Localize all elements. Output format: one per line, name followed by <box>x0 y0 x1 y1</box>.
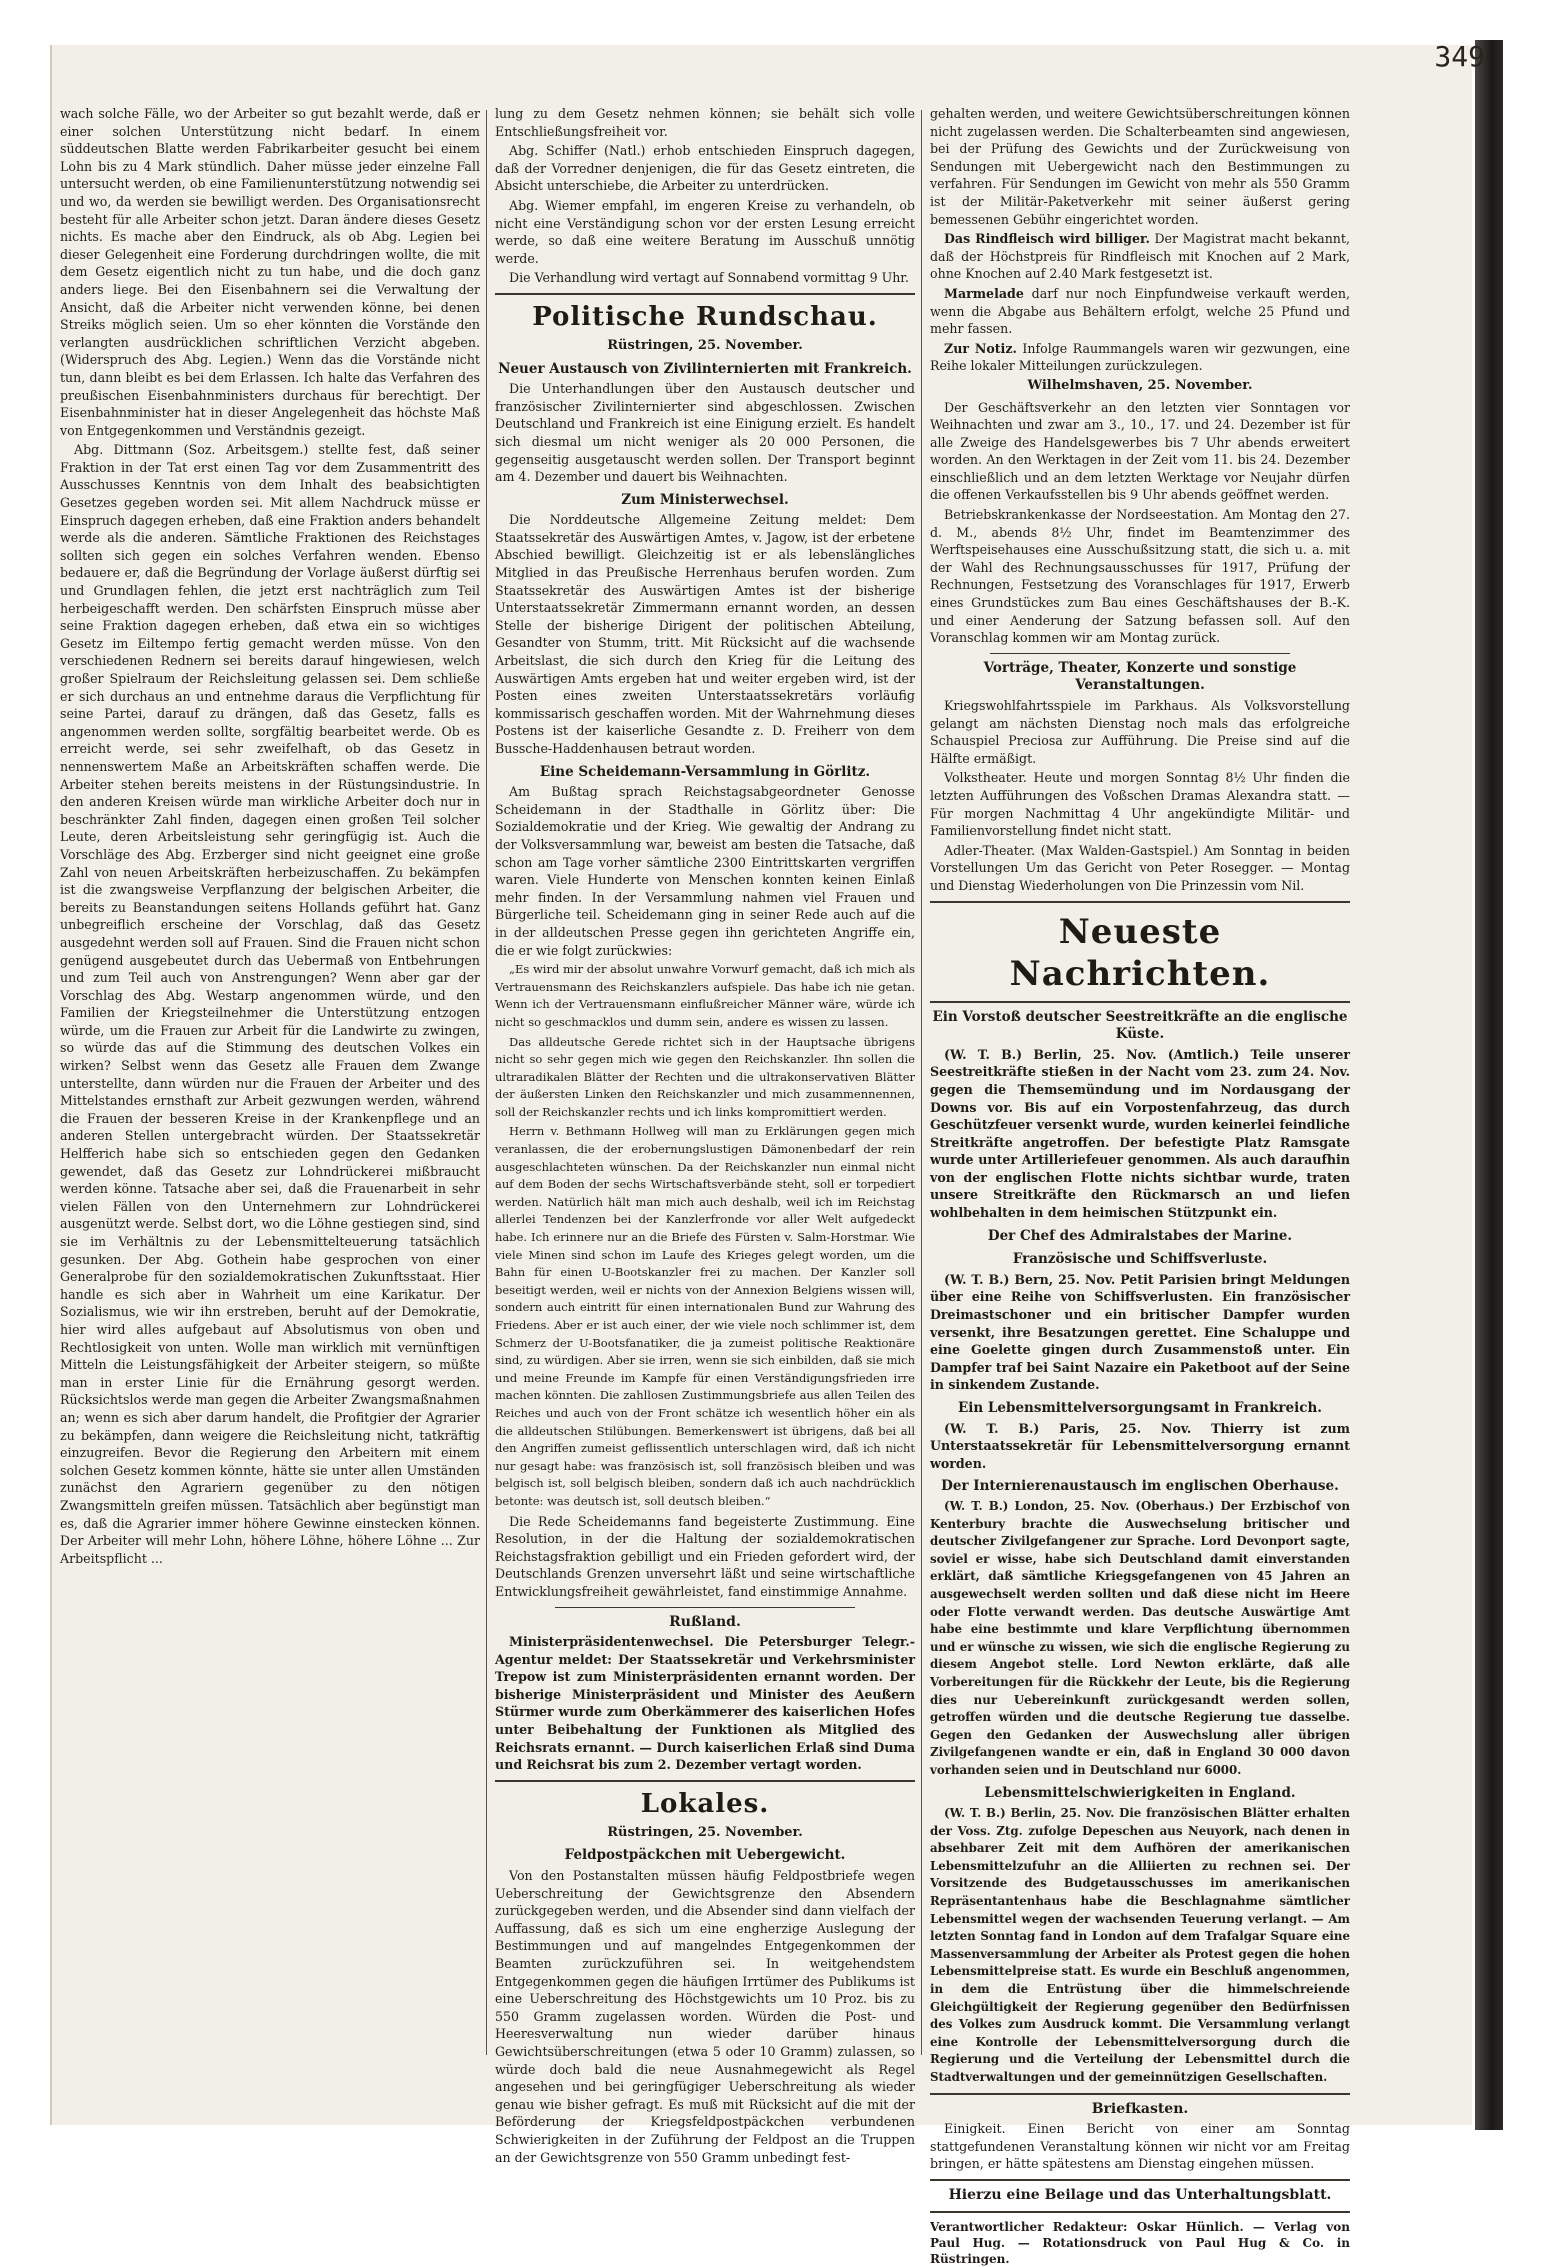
paragraph: Der Geschäftsverkehr an den letzten vier Sonntagen vor Weihnachten und zwar am 3., 10., 17. und 24. Dezember ist für alle Zweige des Handelsgewerbes bis 7 Uhr abends erweitert worden. An den Werktagen in der Zeit vom 11. bis 24. Dezember einschließlich und an dem letzten Werktage vor Neujahr dürfen die offenen Verkaufsstellen bis 9 Uhr abends geöffnet werden. <box>930 399 1350 503</box>
article-head: Ein Vorstoß deutscher Seestreitkräfte an die englische Küste. <box>932 1008 1348 1043</box>
section-rule <box>495 1780 915 1782</box>
article-head: Zum Ministerwechsel. <box>621 491 789 508</box>
paragraph: Betriebskrankenkasse der Nordseestation. Am Montag den 27. d. M., abends 8½ Uhr, findet im Beamtenzimmer des Werftspeisehauses eine Ausschußsitzung statt, die sich u. a. mit der Wahl des Rechnungsausschusses für 1917, Prüfung der Rechnungen, Festsetzung des Voranschlages für 1917, Erwerb eines Grundstückes zum Bau eines Geschäftshauses der B.-K. und einer Aenderung der Satzung befassen soll. Auf den Voranschlag kommen wir am Montag zurück. <box>930 507 1350 646</box>
news-item <box>930 285 1350 338</box>
column-3 <box>930 105 1350 2266</box>
section-rule <box>930 901 1350 903</box>
paragraph: lung zu dem Gesetz nehmen können; sie behält sich volle Entschließungsfreiheit vor. <box>495 106 915 139</box>
paragraph: gehalten werden, und weitere Gewichtsüberschreitungen können nicht zugelassen werden. Die Schalterbeamten sind angewiesen, bei der Prüfung des Gewichts und der Zurückweisung von Sendungen mit Uebergewicht nach den Bestimmungen zu verfahren. Für Sendungen im Gewicht von mehr als 550 Gramm ist der Militär-Paketverkehr mit seiner äußerst gering bemessenen Gebühr eingerichtet worden. <box>930 106 1350 227</box>
section-rule <box>930 2179 1350 2181</box>
article-head: Eine Scheidemann-Versammlung in Görlitz. <box>539 763 871 780</box>
column-divider <box>486 110 487 2055</box>
paragraph: Volkstheater. Heute und morgen Sonntag 8½ Uhr finden die letzten Aufführungen des Voßschen Dramas Alexandra statt. — Für morgen Nachmittag 4 Uhr angekündigte Militär- und Familienvorstellung findet nicht statt. <box>930 770 1350 839</box>
paragraph: Abg. Dittmann (Soz. Arbeitsgem.) stellte fest, daß seiner Fraktion in der Tat erst einen Tag vor dem Zusammentritt des Ausschusses Kenntnis von dem Inhalt des beabsichtigten Gesetzes gegeben worden sei. Mit allem Nachdruck müsse er Einspruch dagegen erheben, daß eine Fraktion anders behandelt werde als die anderen. Sämtliche Fraktionen des Reichstages sollten sich gegen ein solches Verfahren wenden. Ebenso bedauere er, daß die Begründung der Vorlage äußerst dürftig sei und Grundlagen fehlen, die jetzt erst nachträglich zum Teil herbeigeschafft werden. Den schärfsten Einspruch müsse aber seine Fraktion dagegen erheben, daß etwa ein so wichtiges Gesetz im Eiltempo fertig gemacht werden müsse. Von den verschiedenen Rednern sei bereits darauf hingewiesen, welch großer Spielraum der Reichsleitung gelassen sei. Dem schließe er sich durchaus an und entnehme daraus die Verpflichtung für seine Partei, darauf zu drängen, daß das Gesetz, falls es angenommen werden sollte, sorgfältig bearbeitet werde. Ob es erreicht werde, sei sehr zweifelhaft, ob das Gesetz in nennenswertem Maße an Arbeitskräften schaffen werde. Die Arbeiter stehen bereits meistens in der Rüstungsindustrie. In den anderen Kreisen würde man wirkliche Arbeiter doch nur in beschränkter Zahl finden, dagegen einen großen Teil solcher Leute, deren Arbeitsleistung sehr geringfügig ist. Auch die Vorschläge des Abg. Erzberger sind nicht geeignet eine große Zahl von neuen Arbeitskräften herbeizuschaffen. Zu bekämpfen ist die zwangsweise Verpflanzung der belgischen Arbeiter, die bereits zu Beanstandungen seitens Hollands geführt hat. Ganz unbegreiflich erscheine der Vorschlag, daß das Gesetz ausgedehnt werden soll auf Frauen. Sind die Frauen nicht schon genügend ausgebeutet durch das Uebermaß von Entbehrungen und zum Teil auch von Anstrengungen? Wenn aber gar der Vorschlag des Abg. Westarp angenommen würde, und den Familien der Kriegsteilnehmer die Unterstützung entzogen würde, um die Frauen zur Arbeit für die Landwirte zu zwingen, so würde das auf die Stimmung des deutschen Volkes ein wirken? Selbst wenn das Gesetz alle Frauen dem Zwange unterstellte, dann würden nur die Frauen der Arbeiter und des Mittelstandes ernsthaft zur Arbeit gezwungen werden, während die Frauen der besseren Kreise in der Krankenpflege und an anderen Stellen untergebracht würden. Der Staatssekretär Helfferich habe sich so entschieden gegen den Gedanken gewendet, daß das Gesetz zur Lohndrückerei mißbraucht werden könne. Tatsache aber sei, daß die Frauenarbeit in sehr vielen Fällen von den Unternehmern zur Lohndrückerei ausgenützt werde. Selbst dort, wo die Löhne gestiegen sind, sind sie im Verhältnis zu der Lebensmittelteuerung tatsächlich gesunken. Der Abg. Gothein habe gesprochen von einer Generalprobe für den sozialdemokratischen Zukunftsstaat. Hier handle es sich aber in Wahrheit um eine Karikatur. Der Sozialismus, wie wir ihn erstreben, beruht auf der Demokratie, hier wird alles aufgebaut auf Absolutismus von oben und Rechtlosigkeit von unten. Wolle man wirklich mit vernünftigen Mitteln die Leistungsfähigkeit der Arbeiter steigern, so müßte man in erster Linie für die Ernährung gesorgt werden. Rücksichtslos werde man gegen die Arbeiter Zwangsmaßnahmen an; wenn es sich aber darum handelt, die Profitgier der Agrarier zu bekämpfen, dann weigere die Reichsleitung nicht, tatkräftig einzugreifen. Bevor die Regierung den Arbeitern mit einem solchen Gesetz kommen könnte, hätte sie unter allen Umständen zunächst den Agrariern gegenüber zu den nötigen Zwangsmitteln greifen müssen. Tatsächlich aber begünstigt man es, daß die Agrarier immer höhere Gewinne einstecken können. Der Arbeiter will mehr Lohn, höhere Löhne, höhere Löhne ... Zur Arbeitspflicht ... <box>60 442 480 1566</box>
section-head-russland: Rußland. <box>669 1613 741 1630</box>
paragraph: Die Verhandlung wird vertagt auf Sonnabend vormittag 9 Uhr. <box>509 270 909 286</box>
column-2 <box>495 105 915 2165</box>
paragraph: Das alldeutsche Gerede richtet sich in der Hauptsache übrigens nicht so sehr gegen mich wie gegen den Reichskanzler. Ihn sollen die ultraradikalen Blätter der Rechten und die ultrakonservativen Blätter der äußersten Linken den Reichskanzler und mich zusammennennen, soll der Reichskanzler rechts und ich links kompromittiert werden. <box>495 1034 915 1119</box>
news-item <box>930 340 1350 375</box>
signature: Der Chef des Admiralstabes der Marine. <box>987 1227 1293 1244</box>
paragraph: Abg. Wiemer empfahl, im engeren Kreise zu verhandeln, ob nicht eine Verständigung schon vor der ersten Lesung erreicht werde, so daß eine weitere Beratung im Ausschuß unnötig werde. <box>495 197 915 266</box>
item-text: Der Magistrat macht bekannt, daß der Höchstpreis für Rindfleisch mit Knochen auf 2 Mark, ohne Knochen auf 2.40 Mark festgesetzt ist. <box>930 231 1350 282</box>
article-head: Der Internierenaustausch im englischen Oberhause. <box>941 1478 1339 1495</box>
page-edge-shadow <box>1475 40 1503 2130</box>
news-item <box>930 230 1350 283</box>
dateline: Rüstringen, 25. November. <box>607 337 803 353</box>
item-text: Infolge Raummangels waren wir gezwungen, eine Reihe lokaler Mitteilungen zurückzulegen. <box>930 340 1350 374</box>
imprint: Verantwortlicher Redakteur: Oskar Hünlich. — Verlag von Paul Hug. — Rotationsdruck von Paul Hug & Co. in Rüstringen. <box>930 2219 1350 2266</box>
paragraph: (W. T. B.) Paris, 25. Nov. Thierry ist zum Unterstaatssekretär für Lebensmittelversorgung ernannt worden. <box>930 1420 1350 1471</box>
dateline: Wilhelmshaven, 25. November. <box>1027 377 1253 393</box>
letterbox-head: Briefkasten. <box>1091 2100 1189 2117</box>
section-title-lokales: Lokales. <box>640 1788 770 1819</box>
paragraph: wach solche Fälle, wo der Arbeiter so gut bezahlt werde, daß er einer solchen Unterstützung nicht bedarf. In einem süddeutschen Blatte werden Fabrikarbeiter gesucht bei einem Lohn bis zu 4 Mark stündlich. Daher müsse jeder einzelne Fall untersucht werden, ob eine Familienunterstützung notwendig sei und wo, da werden sie bewilligt werden. Des Organisationsrecht besteht für alle Arbeiter schon jetzt. Daran ändere dieses Gesetz nichts. Es mache aber den Eindruck, als ob Abg. Legien bei dieser Gelegenheit eine Forderung durchdringen wollte, die mit dem Gesetz eigentlich nicht zu tun habe, und die doch ganz anders liege. Bei den Eisenbahnern sei die Verwaltung der Ansicht, daß die Arbeiter nicht verwenden könne, bei denen Streiks möglich seien. Um so eher könnten die Vorstände den verlangten ausdrücklichen schriftlichen Verzicht abgeben. (Widerspruch des Abg. Legien.) Wenn das die Vorstände nicht tun, dann bleibt es bei dem Erlassen. Ich halte das Verfahren des preußischen Eisenbahnministers durchaus für berechtigt. Der Eisenbahnminister hat in dieser Angelegenheit das höchste Maß von Entgegenkommen und Verständnis gezeigt. <box>60 106 480 438</box>
item-text: darf nur noch Einpfundweise verkauft werden, wenn die Abgabe aus Behältern erfolgt, welche 25 Pfund und mehr fassen. <box>930 285 1350 337</box>
paragraph: (W. T. B.) London, 25. Nov. (Oberhaus.) Der Erzbischof von Kenterbury brachte die Auswechselung britischer und deutscher Zivilgefangener zur Sprache. Lord Devonport sagte, soviel er wisse, habe sich Deutschland damit einverstanden erklärt, daß sämtliche Kriegsgefangenen von 45 Jahren an ausgewechselt werden sollten und daß diese nicht im Heere oder Flotte verwandt werden. Das deutsche Auswärtige Amt habe eine bestimmte und klare Verpflichtung übernommen und er wünsche zu wissen, wie sich die englische Regierung zu diesem Angebot stelle. Lord Newton erklärte, daß alle Vorbereitungen für die Rückkehr der Leute, bis die Regierung dies nur Uebereinkunft zurückgesandt werden sollen, getroffen würden und die deutsche Regierung tue dasselbe. Gegen den Gedanken der Auswechslung aller übrigen Zivilgefangenen wandte er ein, daß in England 30 000 davon vorhanden seien und in Deutschland nur 6000. <box>930 1498 1350 1777</box>
paragraph: Am Bußtag sprach Reichstagsabgeordneter Genosse Scheidemann in der Stadthalle in Görlitz über: Die Sozialdemokratie und der Krieg. Wie gewaltig der Andrang zu der Volksversammlung war, beweist am besten die Tatsache, daß schon am Tage vorher sämtliche 2300 Eintrittskarten vergriffen waren. Viele Hunderte von Menschen konnten keinen Einlaß mehr finden. In der Versammlung nahmen viel Frauen und Bürgerliche teil. Scheidemann ging in seiner Rede auch auf die in der alldeutschen Presse gegen ihn gerichteten Angriffe ein, die er wie folgt zurückwies: <box>495 784 915 958</box>
section-title-politische-rundschau: Politische Rundschau. <box>532 301 878 332</box>
article-head: Feldpostpäckchen mit Uebergewicht. <box>564 1847 846 1864</box>
paragraph: Herrn v. Bethmann Hollweg will man zu Erklärungen gegen mich veranlassen, die der erobernungslustigen Dämonenbedarf der rein ausgeschlachteten wünschen. Da der Reichskanzler nun einmal nicht auf dem Boden der sechs Wirtschaftsverbände steht, soll er torpediert werden. Natürlich hält man mich auch deshalb, weil ich im Reichstag allerlei Tendenzen bei der Kanzlerfronde vor aller Welt aufgedeckt habe. Ich erinnere nur an die Briefe des Fürsten v. Salm-Horstmar. Wie viele Minen sind schon im Laufe des Krieges gelegt worden, um die Bahn für einen U-Bootskanzler frei zu machen. Der Kanzler soll beseitigt werden, weil er nichts von der Annexion Belgiens wissen will, sondern auch eintritt für einen internationalen Bund zur Wahrung des Friedens. Aber er ist auch einer, der wie viele noch schlimmer ist, dem Schmerz der U-Bootsfanatiker, die ja zumeist politische Reaktionäre sind, zu würdigen. Aber sie irren, wenn sie sich einbilden, daß sie mich und meine Freunde im Kampfe für einen Verständigungsfrieden irre machen könnten. Die zahllosen Zustimmungsbriefe aus allen Teilen des Reiches und auch von der Front schätze ich wesentlich höher ein als die alldeutschen Stilübungen. Bemerkenswert ist übrigens, daß bei all den Angriffen zumeist geflissentlich unterschlagen wird, daß ich nicht nur gesagt habe: was französisch ist, soll französisch bleiben und was belgisch ist, soll belgisch bleiben, sondern daß ich auch nachdrücklich betonte: was deutsch ist, soll deutsch bleiben.“ <box>495 1124 915 1508</box>
article-head: Ein Lebensmittelversorgungsamt in Frankreich. <box>958 1400 1322 1416</box>
section-rule <box>930 2093 1350 2095</box>
section-rule <box>930 1001 1350 1003</box>
section-rule <box>495 293 915 295</box>
events-head: Vorträge, Theater, Konzerte und sonstige Veranstaltungen. <box>983 659 1297 694</box>
paragraph: Von den Postanstalten müssen häufig Feldpostbriefe wegen Ueberschreitung der Gewichtsgrenze den Absendern zurückgegeben werden, und die Absender sind dann vielfach der Auffassung, daß es sich um eine engherzige Auslegung der Bestimmungen und auf mangelndes Entgegenkommen der Beamten zurückzuführen sei. In weitgehendstem Entgegenkommen gegen die häufigen Irrtümer des Publikums ist eine Ueberschreitung des Höchstgewichts um 10 Proz. bis zu 550 Gramm zugelassen worden. Würden die Post- und Heeresverwaltung nun wieder darüber hinaus Gewichtsüberschreitungen (etwa 5 oder 10 Gramm) zulassen, so würde doch bald die neue Ausnahmegewicht als Regel angesehen und bei geringfügiger Ueberschreitung als wieder genau wie bisher gefragt. Es muß mit Rücksicht auf die mit der Beförderung der Kriegsfeldpostpäckchen verbundenen Schwierigkeiten in der Zuführung der Feldpost an die Truppen an der Gewichtsgrenze von 550 Gramm unbedingt fest- <box>495 1868 915 2165</box>
paragraph: Kriegswohlfahrtsspiele im Parkhaus. Als Volksvorstellung gelangt am nächsten Dienstag noch mals das erfolgreiche Schauspiel Preciosa zur Aufführung. Die Preise sind auf die Hälfte ermäßigt. <box>930 698 1350 766</box>
dateline: Rüstringen, 25. November. <box>607 1824 803 1840</box>
paragraph: (W. T. B.) Bern, 25. Nov. Petit Parisien bringt Meldungen über eine Reihe von Schiffsverlusten. Ein französischer Dreimastschoner und ein britischer Dampfer wurden versenkt, ihre Besatzungen gerettet. Eine Schaluppe und eine Goelette gingen durch Zusammenstoß unter. Ein Dampfer traf bei Saint Nazaire ein Paketboot auf der Seine in sinkendem Zustande. <box>930 1271 1350 1393</box>
paragraph: Die Rede Scheidemanns fand begeisterte Zustimmung. Eine Resolution, in der die Haltung der sozialdemokratischen Reichstagsfraktion gebilligt und ein Frieden gefordert wird, der Deutschlands Grenzen unversehrt läßt und seine wirtschaftliche Entwicklungsfreiheit gewährleistet, fand einstimmige Annahme. <box>495 1513 915 1599</box>
paragraph: (W. T. B.) Berlin, 25. Nov. Die französischen Blätter erhalten der Voss. Ztg. zufolge Depeschen aus Neuyork, nach denen in absehbarer Zeit mit dem Aufhören der amerikanischen Lebensmittelzufuhr an die Alliierten zu rechnen sei. Der Vorsitzende des Budgetausschusses im amerikanischen Repräsentantenhaus habe die Beschlagnahme sämtlicher Lebensmittel wegen der wachsenden Teuerung verlangt. — Am letzten Sonntag fand in London auf dem Trafalgar Square eine Massenversammlung der Arbeiter als Protest gegen die hohen Lebensmittelpreise statt. Es wurde ein Beschluß angenommen, in dem die Entrüstung über die himmelschreiende Gleichgültigkeit der Regierung gegenüber den Bedürfnissen des Volkes zum Ausdruck kommt. Die Versammlung verlangt eine Kontrolle der Lebensmittelversorgung durch die Regierung und die Verteilung der Lebensmittel durch die Stadtverwaltungen und der gemeinnützigen Gesellschaften. <box>930 1806 1350 2084</box>
paragraph: Abg. Schiffer (Natl.) erhob entschieden Einspruch dagegen, daß der Vorredner denjenigen, die für das Gesetz eintreten, die Absicht unterschiebe, die Arbeiter zu unterdrücken. <box>495 143 915 194</box>
divider <box>555 1607 855 1608</box>
column-divider <box>921 110 922 2055</box>
paragraph: Die Unterhandlungen über den Austausch deutscher und französischer Zivilinternierter sind abgeschlossen. Zwischen Deutschland und Frankreich ist eine Einigung erzielt. Es handelt sich diesmal um nicht weniger als 20 000 Personen, die gegenseitig ausgetauscht werden sollen. Der Transport beginnt am 4. Dezember und dauert bis Weihnachten. <box>495 381 915 485</box>
paragraph: Einigkeit. Einen Bericht von einer am Sonntag stattgefundenen Veranstaltung können wir nicht vor am Freitag bringen, er hätte spätestens am Dienstag eingehen müssen. <box>930 2121 1350 2172</box>
paragraph: (W. T. B.) Berlin, 25. Nov. (Amtlich.) Teile unserer Seestreitkräfte stießen in der Nacht vom 23. zum 24. Nov. gegen die Themsemündung und im Nordausgang der Downs vor. Bis auf ein Vorpostenfahrzeug, das durch Geschützfeuer versenkt wurde, wurden keinerlei feindliche Streitkräfte angetroffen. Der befestigte Platz Ramsgate wurde unter Artilleriefeuer genommen. Als auch daraufhin von der englischen Flotte nichts sichtbar wurde, traten unsere Streitkräfte den Rückmarsch an und liefen wohlbehalten in dem heimischen Stützpunkt ein. <box>930 1046 1350 1221</box>
section-rule <box>930 2211 1350 2213</box>
article-head: Französische und Schiffsverluste. <box>1012 1251 1268 1268</box>
paragraph: Ministerpräsidentenwechsel. Die Petersburger Telegr.-Agentur meldet: Der Staatssekretär und Verkehrsminister Trepow ist zum Ministerpräsidenten ernannt worden. Der bisherige Ministerpräsident und Minister des Aeußern Stürmer wurde zum Oberkämmerer des kaiserlichen Hofes unter Beibehaltung der Funktionen als Mitglied des Reichsrats ernannt. — Durch kaiserlichen Erlaß sind Duma und Reichsrat bis zum 2. Dezember vertagt worden. <box>495 1634 915 1773</box>
page-number: 349 <box>1434 40 1485 73</box>
article-head: Neuer Austausch von Zivilinternierten mit Frankreich. <box>498 360 912 377</box>
supplement-note: Hierzu eine Beilage und das Unterhaltungsblatt. <box>948 2186 1332 2203</box>
article-head: Lebensmittelschwierigkeiten in England. <box>984 1785 1296 1802</box>
item-head: Zur Notiz. <box>944 340 1017 356</box>
section-title-neueste-nachrichten: Neueste Nachrichten. <box>1009 911 1271 994</box>
paragraph: Adler-Theater. (Max Walden-Gastspiel.) Am Sonntag in beiden Vorstellungen Um das Gericht von Peter Rosegger. — Montag und Dienstag Wiederholungen von Die Prinzessin vom Nil. <box>930 842 1350 893</box>
item-head: Das Rindfleisch wird billiger. <box>944 231 1150 247</box>
divider <box>990 653 1290 654</box>
column-1 <box>60 105 480 2060</box>
item-head: Marmelade <box>944 285 1024 301</box>
quote: „Es wird mir der absolut unwahre Vorwurf gemacht, daß ich mich als Vertrauensmann des Reichskanzlers aufspiele. Das habe ich nie getan. Wenn ich der Vertrauensmann einflußreicher Männer wäre, würde ich nicht so geschmacklos und dumm sein, andere es wissen zu lassen. <box>495 962 915 1029</box>
paragraph: Die Norddeutsche Allgemeine Zeitung meldet: Dem Staatssekretär des Auswärtigen Amtes, v. Jagow, ist der erbetene Abschied bewilligt. Gleichzeitig ist er als lebenslängliches Mitglied in das Preußische Herrenhaus berufen worden. Zum Staatssekretär des Auswärtigen Amtes ist der bisherige Unterstaatssekretär Zimmermann ernannt worden, an dessen Stelle der bisherige Dirigent der politischen Abteilung, Gesandter von Stumm, tritt. Mit Rücksicht auf die wachsende Arbeitslast, die sich durch den Krieg für die Leitung des Auswärtigen Amts ergeben hat und weiter ergeben wird, ist der Posten eines zweiten Unterstaatssekretärs vorläufig kommissarisch geschaffen worden. Mit der Wahrnehmung dieses Postens ist der kaiserliche Gesandte z. D. Freiherr von dem Bussche-Haddenhausen betraut worden. <box>495 512 915 756</box>
